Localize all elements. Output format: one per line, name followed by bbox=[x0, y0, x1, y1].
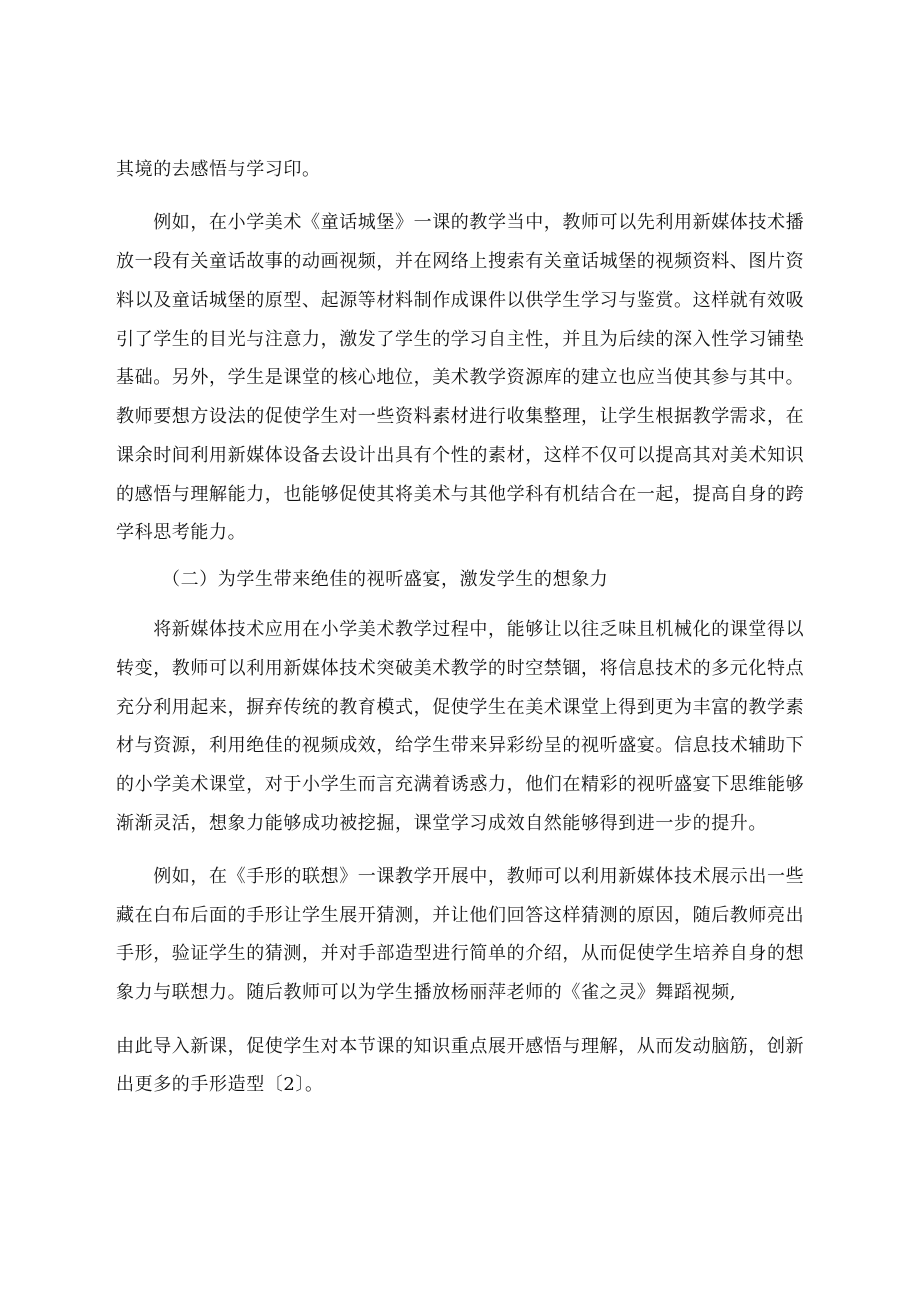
paragraph-line: 例如，在《手形的联想》一课教学开展中，教师可以利用新媒体技术展示出一些 bbox=[116, 866, 805, 887]
paragraph-line: 放一段有关童话故事的动画视频，并在网络上搜索有关童话城堡的视频资料、图片资 bbox=[116, 251, 805, 272]
paragraph-line: 材与资源，利用绝佳的视频成效，给学生带来异彩纷呈的视听盛宴。信息技术辅助下 bbox=[116, 735, 805, 756]
paragraph-line: 引了学生的目光与注意力，激发了学生的学习自主性，并且为后续的深入性学习铺垫 bbox=[116, 329, 805, 350]
paragraph-line: 例如，在小学美术《童话城堡》一课的教学当中，教师可以先利用新媒体技术播 bbox=[116, 212, 805, 233]
paragraph-line: 料以及童话城堡的原型、起源等材料制作成课件以供学生学习与鉴赏。这样就有效吸 bbox=[116, 290, 805, 311]
paragraph-line: 学科思考能力。 bbox=[116, 522, 247, 543]
paragraph-line: 转变，教师可以利用新媒体技术突破美术教学的时空禁锢，将信息技术的多元化特点 bbox=[116, 658, 805, 679]
paragraph-line: 课余时间利用新媒体设备去设计出具有个性的素材，这样不仅可以提高其对美术知识 bbox=[116, 445, 805, 466]
paragraph-line: 由此导入新课，促使学生对本节课的知识重点展开感悟与理解，从而发动脑筋，创新 bbox=[116, 1036, 805, 1057]
paragraph-line: 基础。另外，学生是课堂的核心地位，美术教学资源库的建立也应当使其参与其中。 bbox=[116, 367, 805, 388]
paragraph-line: 教师要想方设法的促使学生对一些资料素材进行收集整理，让学生根据教学需求，在 bbox=[116, 406, 805, 427]
paragraph-line: 的小学美术课堂，对于小学生而言充满着诱惑力，他们在精彩的视听盛宴下思维能够 bbox=[116, 774, 805, 795]
paragraph-line: 的感悟与理解能力，也能够促使其将美术与其他学科有机结合在一起，提高自身的跨 bbox=[116, 484, 805, 505]
paragraph-line: 出更多的手形造型〔2〕。 bbox=[116, 1074, 324, 1095]
paragraph-line: 象力与联想力。随后教师可以为学生播放杨丽萍老师的《雀之灵》舞蹈视频, bbox=[116, 982, 737, 1003]
paragraph-line: 藏在白布后面的手形让学生展开猜测，并让他们回答这样猜测的原因，随后教师亮出 bbox=[116, 905, 805, 926]
paragraph-line: 充分利用起来，摒弃传统的教育模式，促使学生在美术课堂上得到更为丰富的教学素 bbox=[116, 697, 805, 718]
paragraph-line: 渐渐灵活，想象力能够成功被挖掘，课堂学习成效自然能够得到进一步的提升。 bbox=[116, 813, 767, 834]
section-heading: （二）为学生带来绝佳的视听盛宴，激发学生的想象力 bbox=[162, 569, 609, 590]
paragraph-line: 将新媒体技术应用在小学美术教学过程中，能够让以往乏味且机械化的课堂得以 bbox=[116, 619, 805, 640]
paragraph-line: 手形，验证学生的猜测，并对手部造型进行简单的介绍，从而促使学生培养自身的想 bbox=[116, 943, 805, 964]
paragraph-line: 其境的去感悟与学习印。 bbox=[116, 159, 321, 180]
